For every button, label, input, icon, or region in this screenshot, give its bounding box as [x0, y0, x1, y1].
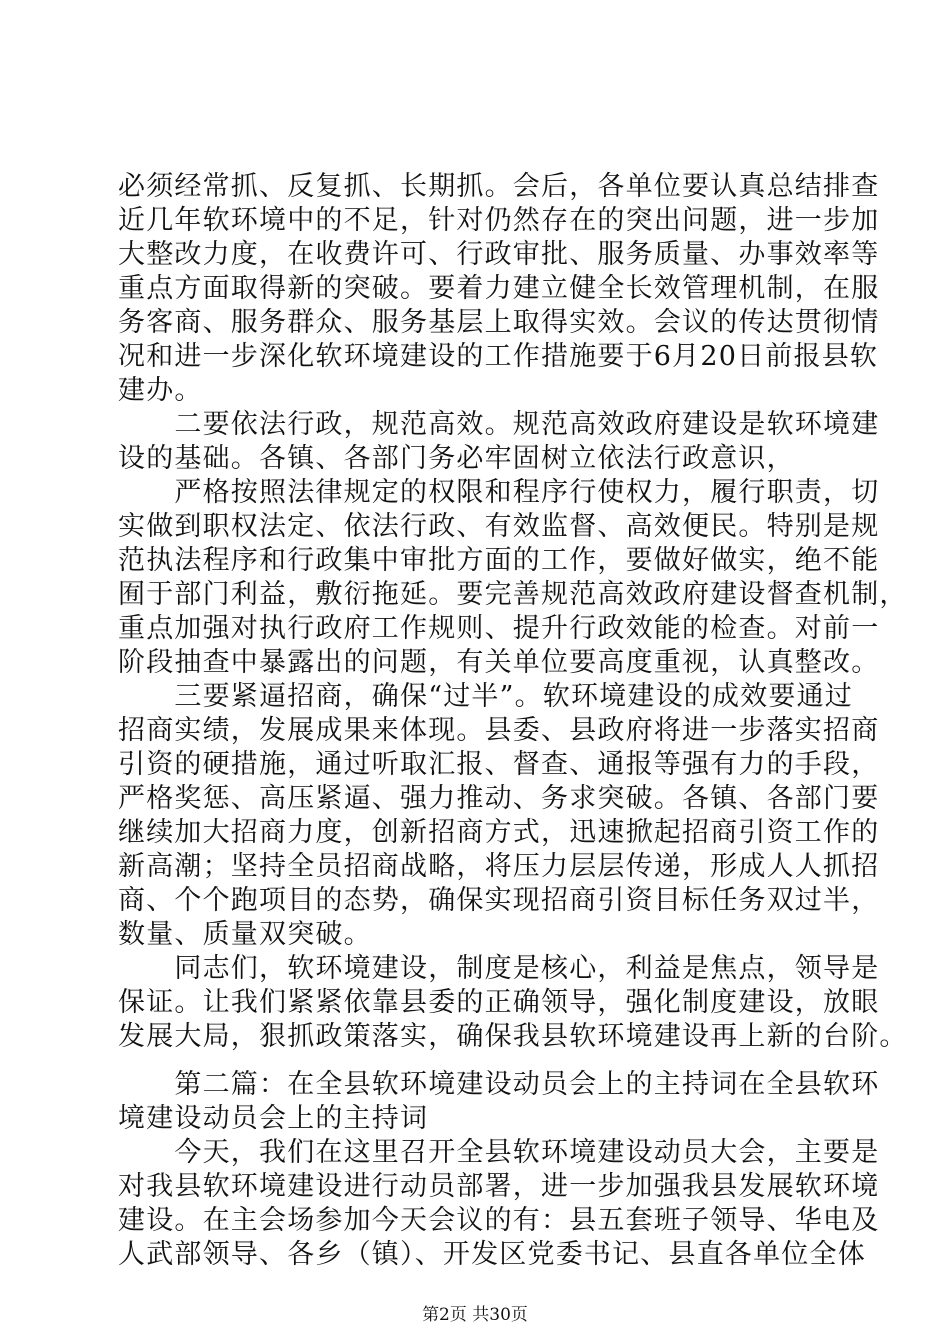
text-line: 招商实绩，发展成果来体现。县委、县政府将进一步落实招商 [118, 715, 880, 746]
text-line: 保证。让我们紧紧依靠县委的正确领导，强化制度建设，放眼 [118, 987, 880, 1018]
text-line: 设的基础。各镇、各部门务必牢固树立依法行政意识， [118, 443, 795, 474]
text-line: 况和进一步深化软环境建设的工作措施要于6月20日前报县软 [118, 341, 879, 372]
text-line: 引资的硬措施，通过听取汇报、督查、通报等强有力的手段， [118, 749, 880, 780]
text-line: 囿于部门利益，敷衍拖延。要完善规范高效政府建设督查机制， [118, 579, 908, 610]
section-heading-line: 第二篇：在全县软环境建设动员会上的主持词在全县软环 [118, 1069, 880, 1100]
section-heading-line: 境建设动员会上的主持词 [118, 1103, 429, 1134]
text-line: 人武部领导、各乡（镇）、开发区党委书记、县直各单位全体 [118, 1239, 866, 1270]
text-line: 同志们，软环境建设，制度是核心，利益是焦点，领导是 [118, 953, 880, 984]
text-line: 建办。 [118, 375, 203, 406]
text-line: 阶段抽查中暴露出的问题，有关单位要高度重视，认真整改。 [118, 647, 880, 678]
text-line: 大整改力度，在收费许可、行政审批、服务质量、办事效率等 [118, 239, 880, 270]
text-line: 今天，我们在这里召开全县软环境建设动员大会，主要是 [118, 1137, 880, 1168]
text-line: 继续加大招商力度，创新招商方式，迅速掀起招商引资工作的 [118, 817, 880, 848]
text-line: 重点方面取得新的突破。要着力建立健全长效管理机制，在服 [118, 273, 880, 304]
text-line: 对我县软环境建设进行动员部署，进一步加强我县发展软环境 [118, 1171, 880, 1202]
text-line: 范执法程序和行政集中审批方面的工作，要做好做实，绝不能 [118, 545, 880, 576]
text-line: 必须经常抓、反复抓、长期抓。会后，各单位要认真总结排查 [118, 171, 880, 202]
text-line: 严格奖惩、高压紧逼、强力推动、务求突破。各镇、各部门要 [118, 783, 880, 814]
text-line: 三要紧逼招商，确保“过半”。软环境建设的成效要通过 [118, 681, 854, 712]
text-line: 新高潮；坚持全员招商战略，将压力层层传递，形成人人抓招 [118, 851, 880, 882]
text-line: 实做到职权法定、依法行政、有效监督、高效便民。特别是规 [118, 511, 880, 542]
text-line: 二要依法行政，规范高效。规范高效政府建设是软环境建 [118, 409, 880, 440]
text-line: 发展大局，狠抓政策落实，确保我县软环境建设再上新的台阶。 [118, 1021, 908, 1052]
text-line: 数量、质量双突破。 [118, 919, 372, 950]
text-line: 商、个个跑项目的态势，确保实现招商引资目标任务双过半， [118, 885, 880, 916]
text-line: 重点加强对执行政府工作规则、提升行政效能的检查。对前一 [118, 613, 880, 644]
text-line: 近几年软环境中的不足，针对仍然存在的突出问题，进一步加 [118, 205, 880, 236]
page-number: 第2页 共30页 [422, 1305, 528, 1325]
text-line: 严格按照法律规定的权限和程序行使权力，履行职责，切 [118, 477, 880, 508]
text-line: 建设。在主会场参加今天会议的有：县五套班子领导、华电及 [118, 1205, 880, 1236]
text-line: 务客商、服务群众、服务基层上取得实效。会议的传达贯彻情 [118, 307, 880, 338]
